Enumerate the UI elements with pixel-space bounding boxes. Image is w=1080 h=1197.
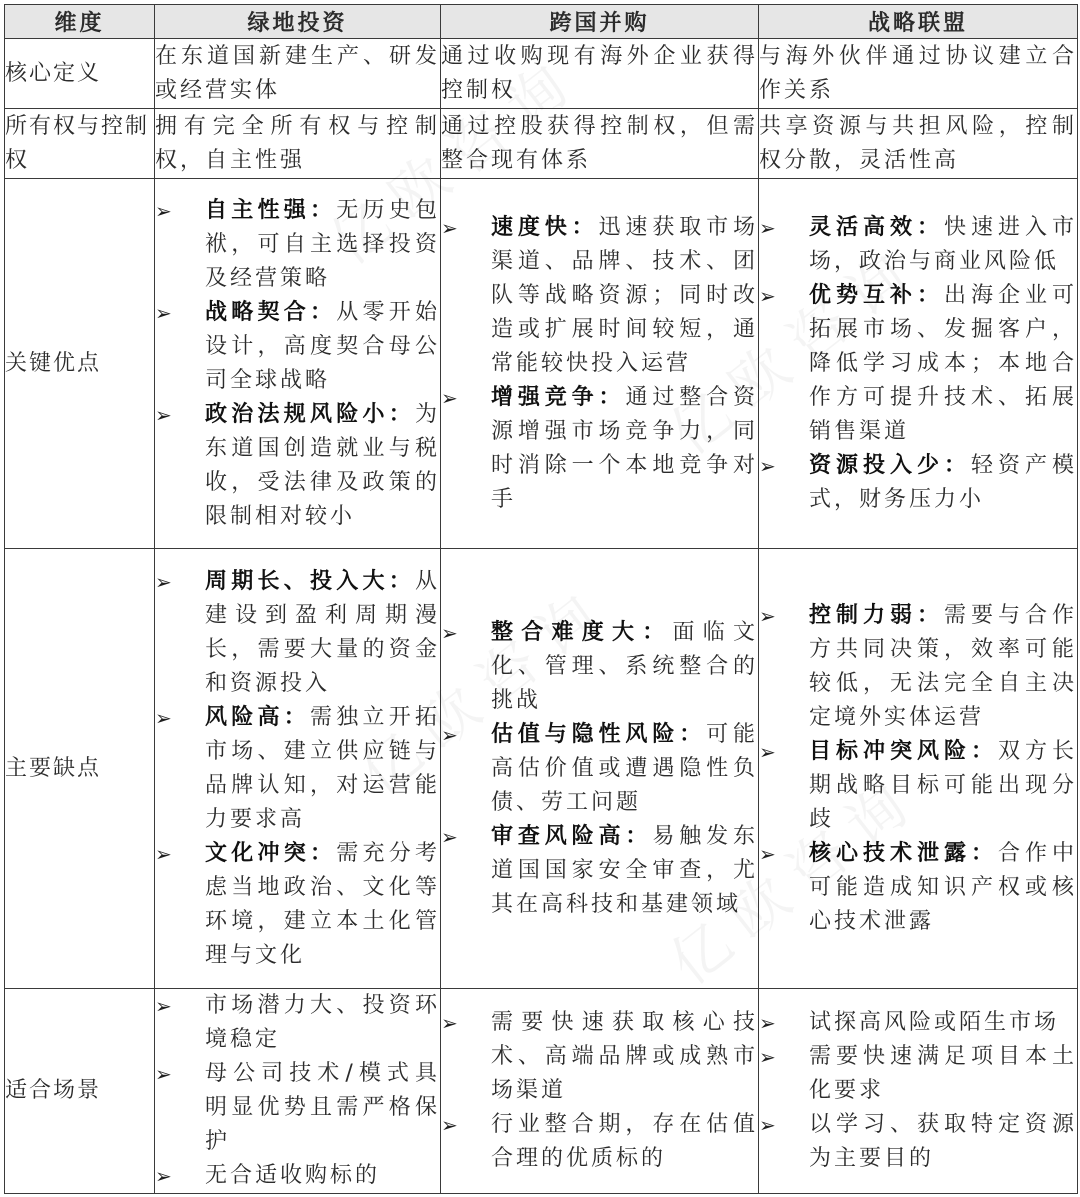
bullet-title: 审查风险高： — [491, 823, 653, 849]
cell-strategic-alliance — [759, 109, 1078, 179]
bullet-text: 市场潜力大、投资环境稳定 — [205, 993, 440, 1052]
bullet-title: 增强竞争： — [491, 384, 626, 410]
cell-strategic-alliance — [759, 989, 1078, 1194]
header-strategic-alliance: 战略联盟 — [759, 5, 1078, 39]
bullet-text: 从零开始设计，高度契合母公司全球战略 — [205, 299, 440, 393]
bullet-item — [441, 1006, 758, 1108]
row-ownership-control — [5, 109, 1078, 179]
cell-greenfield — [155, 549, 441, 989]
bullet-item — [155, 837, 440, 973]
bullet-title: 整合难度大： — [491, 619, 673, 645]
row-core-definition — [5, 39, 1078, 109]
bullet-title: 政治法规风险小： — [205, 401, 415, 427]
arrow-bullet-icon: ➢ — [155, 300, 172, 325]
arrow-bullet-icon: ➢ — [155, 841, 172, 866]
cell-greenfield — [155, 109, 441, 179]
dimension-label: 核心定义 — [5, 39, 155, 109]
bullet-title: 优势互补： — [809, 282, 944, 308]
bullet-title: 资源投入少： — [809, 452, 971, 478]
arrow-bullet-icon: ➢ — [759, 603, 776, 628]
bullet-text: 无历史包袱，可自主选择投资及经营策略 — [205, 197, 440, 291]
bullet-text: 试探高风险或陌生市场 — [809, 1010, 1060, 1035]
row-key-advantages — [5, 179, 1078, 549]
dimension-label: 关键优点 — [5, 179, 155, 549]
arrow-bullet-icon: ➢ — [759, 215, 776, 240]
bullet-content — [809, 211, 1077, 279]
bullet-item — [155, 989, 440, 1057]
cell-strategic-alliance — [759, 179, 1078, 549]
bullet-content — [205, 837, 440, 973]
bullet-item — [441, 718, 758, 820]
arrow-bullet-icon: ➢ — [155, 402, 172, 427]
bullet-content — [809, 599, 1077, 735]
row-suitable-scenarios — [5, 989, 1078, 1194]
arrow-bullet-icon: ➢ — [441, 1011, 458, 1035]
bullet-content — [809, 837, 1077, 939]
bullet-item — [759, 1040, 1077, 1108]
arrow-bullet-icon: ➢ — [759, 453, 776, 478]
bullet-item — [155, 296, 440, 398]
arrow-bullet-icon: ➢ — [441, 824, 458, 849]
comparison-document — [4, 4, 1077, 1193]
bullet-content — [809, 1108, 1077, 1176]
arrow-bullet-icon: ➢ — [441, 1113, 458, 1137]
bullet-item — [441, 1108, 758, 1176]
bullet-content — [809, 449, 1077, 517]
bullet-title: 控制力弱： — [809, 602, 944, 628]
bullet-title: 估值与隐性风险： — [491, 721, 707, 747]
bullet-title: 核心技术泄露： — [809, 840, 998, 866]
comparison-table — [4, 4, 1078, 1194]
arrow-bullet-icon: ➢ — [155, 1062, 172, 1086]
arrow-bullet-icon: ➢ — [759, 1011, 776, 1035]
cell-text: 在东道国新建生产、研发或经营实体 — [155, 43, 440, 103]
bullet-text: 面临文化、管理、系统整合的挑战 — [491, 619, 758, 713]
bullet-text: 轻资产模式，财务压力小 — [809, 452, 1077, 512]
arrow-bullet-icon: ➢ — [759, 1113, 776, 1137]
bullet-content — [491, 1006, 758, 1108]
bullet-content — [205, 701, 440, 837]
bullet-text: 可能高估价值或遭遇隐性负债、劳工问题 — [491, 721, 758, 815]
bullet-text: 快速进入市场，政治与商业风险低 — [809, 214, 1077, 274]
dimension-label: 主要缺点 — [5, 549, 155, 989]
dimension-label: 所有权与控制权 — [5, 109, 155, 179]
bullet-item — [155, 565, 440, 701]
bullet-text: 行业整合期，存在估值合理的优质标的 — [491, 1112, 758, 1171]
bullet-item — [441, 820, 758, 922]
bullet-item — [155, 398, 440, 534]
bullet-item — [155, 701, 440, 837]
cell-greenfield — [155, 39, 441, 109]
bullet-item — [155, 194, 440, 296]
arrow-bullet-icon: ➢ — [759, 841, 776, 866]
arrow-bullet-icon: ➢ — [759, 739, 776, 764]
bullet-text: 双方长期战略目标可能出现分歧 — [809, 738, 1077, 832]
bullet-content — [491, 616, 758, 718]
cell-cross-border-ma — [441, 989, 759, 1194]
arrow-bullet-icon: ➢ — [155, 198, 172, 223]
bullet-title: 速度快： — [491, 214, 599, 240]
cell-cross-border-ma — [441, 549, 759, 989]
bullet-content — [205, 194, 440, 296]
bullet-title: 文化冲突： — [205, 840, 337, 866]
bullet-content — [809, 279, 1077, 449]
cell-text: 通过收购现有海外企业获得控制权 — [441, 43, 758, 103]
bullet-content — [809, 1040, 1077, 1108]
row-main-disadvantages — [5, 549, 1078, 989]
bullet-text: 为东道国创造就业与税收，受法律及政策的限制相对较小 — [205, 401, 440, 529]
bullet-text: 需要快速满足项目本土化要求 — [809, 1044, 1077, 1103]
bullet-content — [809, 735, 1077, 837]
bullet-title: 风险高： — [205, 704, 310, 730]
bullet-item — [441, 616, 758, 718]
header-cross-border-ma: 跨国并购 — [441, 5, 759, 39]
arrow-bullet-icon: ➢ — [759, 283, 776, 308]
header-row — [5, 5, 1078, 39]
bullet-text: 合作中可能造成知识产权或核心技术泄露 — [809, 840, 1077, 934]
arrow-bullet-icon: ➢ — [441, 722, 458, 747]
cell-strategic-alliance — [759, 39, 1078, 109]
dimension-label: 适合场景 — [5, 989, 155, 1194]
bullet-text: 从建设到盈利周期漫长，需要大量的资金和资源投入 — [205, 568, 440, 696]
arrow-bullet-icon: ➢ — [441, 385, 458, 410]
cell-text: 共享资源与共担风险，控制权分散，灵活性高 — [759, 113, 1077, 173]
bullet-item — [759, 1108, 1077, 1176]
bullet-text: 母公司技术/模式具明显优势且需严格保护 — [205, 1061, 440, 1154]
bullet-item — [759, 599, 1077, 735]
bullet-text: 需要快速获取核心技术、高端品牌或成熟市场渠道 — [491, 1010, 758, 1103]
bullet-item — [759, 735, 1077, 837]
cell-greenfield — [155, 989, 441, 1194]
bullet-item — [441, 211, 758, 381]
bullet-title: 战略契合： — [205, 299, 337, 325]
bullet-item — [759, 449, 1077, 517]
bullet-text: 需要与合作方共同决策，效率可能较低，无法完全自主决定境外实体运营 — [809, 602, 1077, 730]
arrow-bullet-icon: ➢ — [155, 1164, 172, 1188]
bullet-content — [205, 565, 440, 701]
bullet-content — [491, 820, 758, 922]
bullet-item — [759, 211, 1077, 279]
bullet-text: 无合适收购标的 — [205, 1163, 381, 1188]
bullet-content — [809, 1006, 1077, 1040]
bullet-text: 需独立开拓市场、建立供应链与品牌认知，对运营能力要求高 — [205, 704, 440, 832]
header-greenfield: 绿地投资 — [155, 5, 441, 39]
bullet-content — [205, 1057, 440, 1159]
bullet-title: 周期长、投入大： — [205, 568, 415, 594]
bullet-content — [205, 989, 440, 1057]
arrow-bullet-icon: ➢ — [155, 994, 172, 1018]
bullet-text: 需充分考虑当地政治、文化等环境，建立本土化管理与文化 — [205, 840, 440, 968]
bullet-text: 通过整合资源增强市场竞争力，同时消除一个本地竞争对手 — [491, 384, 758, 512]
bullet-item — [155, 1057, 440, 1159]
arrow-bullet-icon: ➢ — [441, 620, 458, 645]
arrow-bullet-icon: ➢ — [155, 569, 172, 594]
bullet-title: 灵活高效： — [809, 214, 944, 240]
arrow-bullet-icon: ➢ — [441, 215, 458, 240]
bullet-text: 以学习、获取特定资源为主要目的 — [809, 1112, 1077, 1171]
cell-cross-border-ma — [441, 179, 759, 549]
cell-text: 通过控股获得控制权，但需整合现有体系 — [441, 113, 758, 173]
cell-greenfield — [155, 179, 441, 549]
bullet-text: 易触发东道国国家安全审查，尤其在高科技和基建领域 — [491, 823, 758, 917]
bullet-content — [491, 718, 758, 820]
bullet-content — [491, 1108, 758, 1176]
bullet-item — [441, 381, 758, 517]
bullet-content — [491, 211, 758, 381]
bullet-content — [205, 398, 440, 534]
cell-cross-border-ma — [441, 39, 759, 109]
bullet-item — [759, 1006, 1077, 1040]
bullet-text: 出海企业可拓展市场、发掘客户，降低学习成本；本地合作方可提升技术、拓展销售渠道 — [809, 282, 1077, 444]
arrow-bullet-icon: ➢ — [759, 1045, 776, 1069]
cell-text: 拥有完全所有权与控制权，自主性强 — [155, 113, 440, 173]
bullet-item — [155, 1159, 440, 1193]
bullet-content — [205, 1159, 440, 1193]
cell-cross-border-ma — [441, 109, 759, 179]
bullet-item — [759, 279, 1077, 449]
bullet-item — [759, 837, 1077, 939]
bullet-text: 迅速获取市场渠道、品牌、技术、团队等战略资源；同时改造或扩展时间较短，通常能较快投入运营 — [491, 214, 758, 376]
bullet-title: 自主性强： — [205, 197, 337, 223]
bullet-content — [491, 381, 758, 517]
arrow-bullet-icon: ➢ — [155, 705, 172, 730]
header-dimension: 维度 — [5, 5, 155, 39]
cell-strategic-alliance — [759, 549, 1078, 989]
cell-text: 与海外伙伴通过协议建立合作关系 — [759, 43, 1077, 103]
bullet-title: 目标冲突风险： — [809, 738, 998, 764]
bullet-content — [205, 296, 440, 398]
